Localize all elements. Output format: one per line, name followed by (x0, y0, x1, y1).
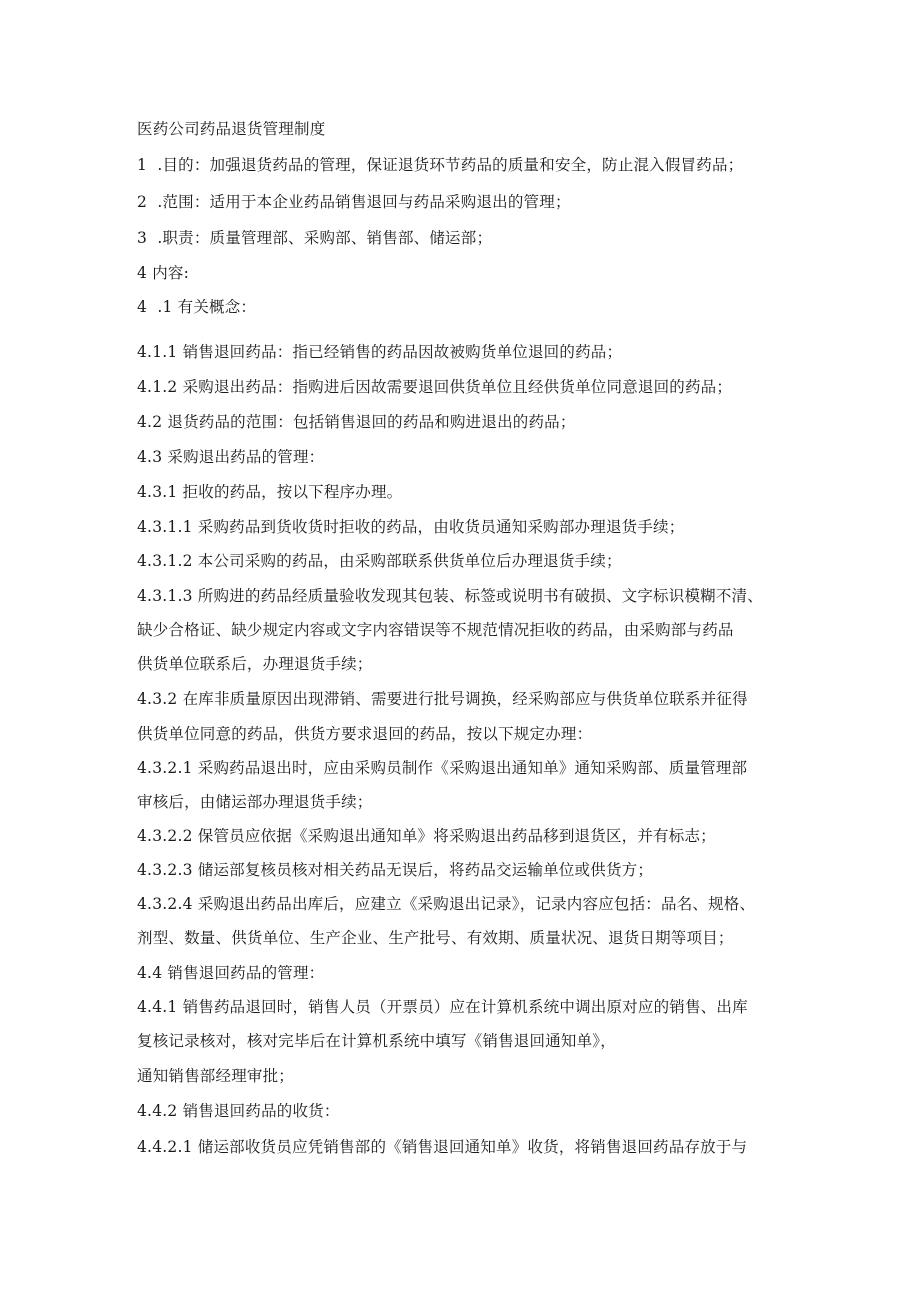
text-line: 3 .职责：质量管理部、采购部、销售部、储运部； (137, 229, 493, 247)
text-line: 4.3.2.4 采购退出药品出库后，应建立《采购退出记录》，记录内容应包括：品名、规格、 (137, 895, 756, 913)
text-line: 4.3.1.1 采购药品到货收货时拒收的药品，由收货员通知采购部办理退货手续； (137, 518, 685, 536)
text-line: 4.3.1.3 所购进的药品经质量验收发现其包装、标签或说明书有破损、文字标识模糊不清、 (137, 587, 763, 605)
text-line: 4.4.2 销售退回药品的收货： (137, 1102, 340, 1120)
text-line: 2 .范围：适用于本企业药品销售退回与药品采购退出的管理； (137, 193, 571, 211)
text-line: 1 .目的：加强退货药品的管理，保证退货环节药品的质量和安全，防止混入假冒药品； (137, 156, 744, 174)
text-line: 供货单位联系后，办理退货手续； (137, 655, 373, 673)
text-line: 复核记录核对，核对完毕后在计算机系统中填写《销售退回通知单》， (137, 1032, 616, 1050)
text-line: 4.1.1 销售退回药品：指已经销售的药品因故被购货单位退回的药品； (137, 343, 623, 361)
text-line: 审核后，由储运部办理退货手续； (137, 793, 373, 811)
text-line: 4.3.2.3 储运部复核员核对相关药品无误后，将药品交运输单位或供货方； (137, 861, 654, 879)
text-line: 4.3.2.1 采购药品退出时，应由采购员制作《采购退出通知单》通知采购部、质量管理部 (137, 759, 748, 777)
text-line: 4.4.1 销售药品退回时，销售人员（开票员）应在计算机系统中调出原对应的销售、出库 (137, 998, 748, 1016)
text-line: 4 .1 有关概念： (137, 298, 257, 316)
text-line: 4.3.2 在库非质量原因出现滞销、需要进行批号调换，经采购部应与供货单位联系并征得 (137, 690, 748, 708)
text-line: 4 内容: (137, 264, 190, 282)
text-line: 4.3.1 拒收的药品，按以下程序办理。 (137, 483, 403, 501)
text-line: 供货单位同意的药品，供货方要求退回的药品，按以下规定办理： (137, 725, 593, 743)
text-line: 4.1.2 采购退出药品：指购进后因故需要退回供货单位且经供货单位同意退回的药品； (137, 378, 733, 396)
text-line: 4.3 采购退出药品的管理： (137, 448, 325, 466)
text-line: 4.4.2.1 储运部收货员应凭销售部的《销售退回通知单》收货，将销售退回药品存放于与 (137, 1138, 748, 1156)
text-line: 通知销售部经理审批； (137, 1067, 295, 1085)
text-line: 剂型、数量、供货单位、生产企业、生产批号、有效期、质量状况、退货日期等项目； (137, 929, 734, 947)
text-line: 4.4 销售退回药品的管理： (137, 964, 325, 982)
text-line: 缺少合格证、缺少规定内容或文字内容错误等不规范情况拒收的药品，由采购部与药品 (137, 621, 734, 639)
text-line: 4.2 退货药品的范围：包括销售退回的药品和购进退出的药品； (137, 413, 576, 431)
text-line: 4.3.1.2 本公司采购的药品，由采购部联系供货单位后办理退货手续； (137, 552, 622, 570)
document-title: 医药公司药品退货管理制度 (137, 120, 326, 138)
text-line: 4.3.2.2 保管员应依据《采购退出通知单》将采购退出药品移到退货区，并有标志； (137, 827, 716, 845)
